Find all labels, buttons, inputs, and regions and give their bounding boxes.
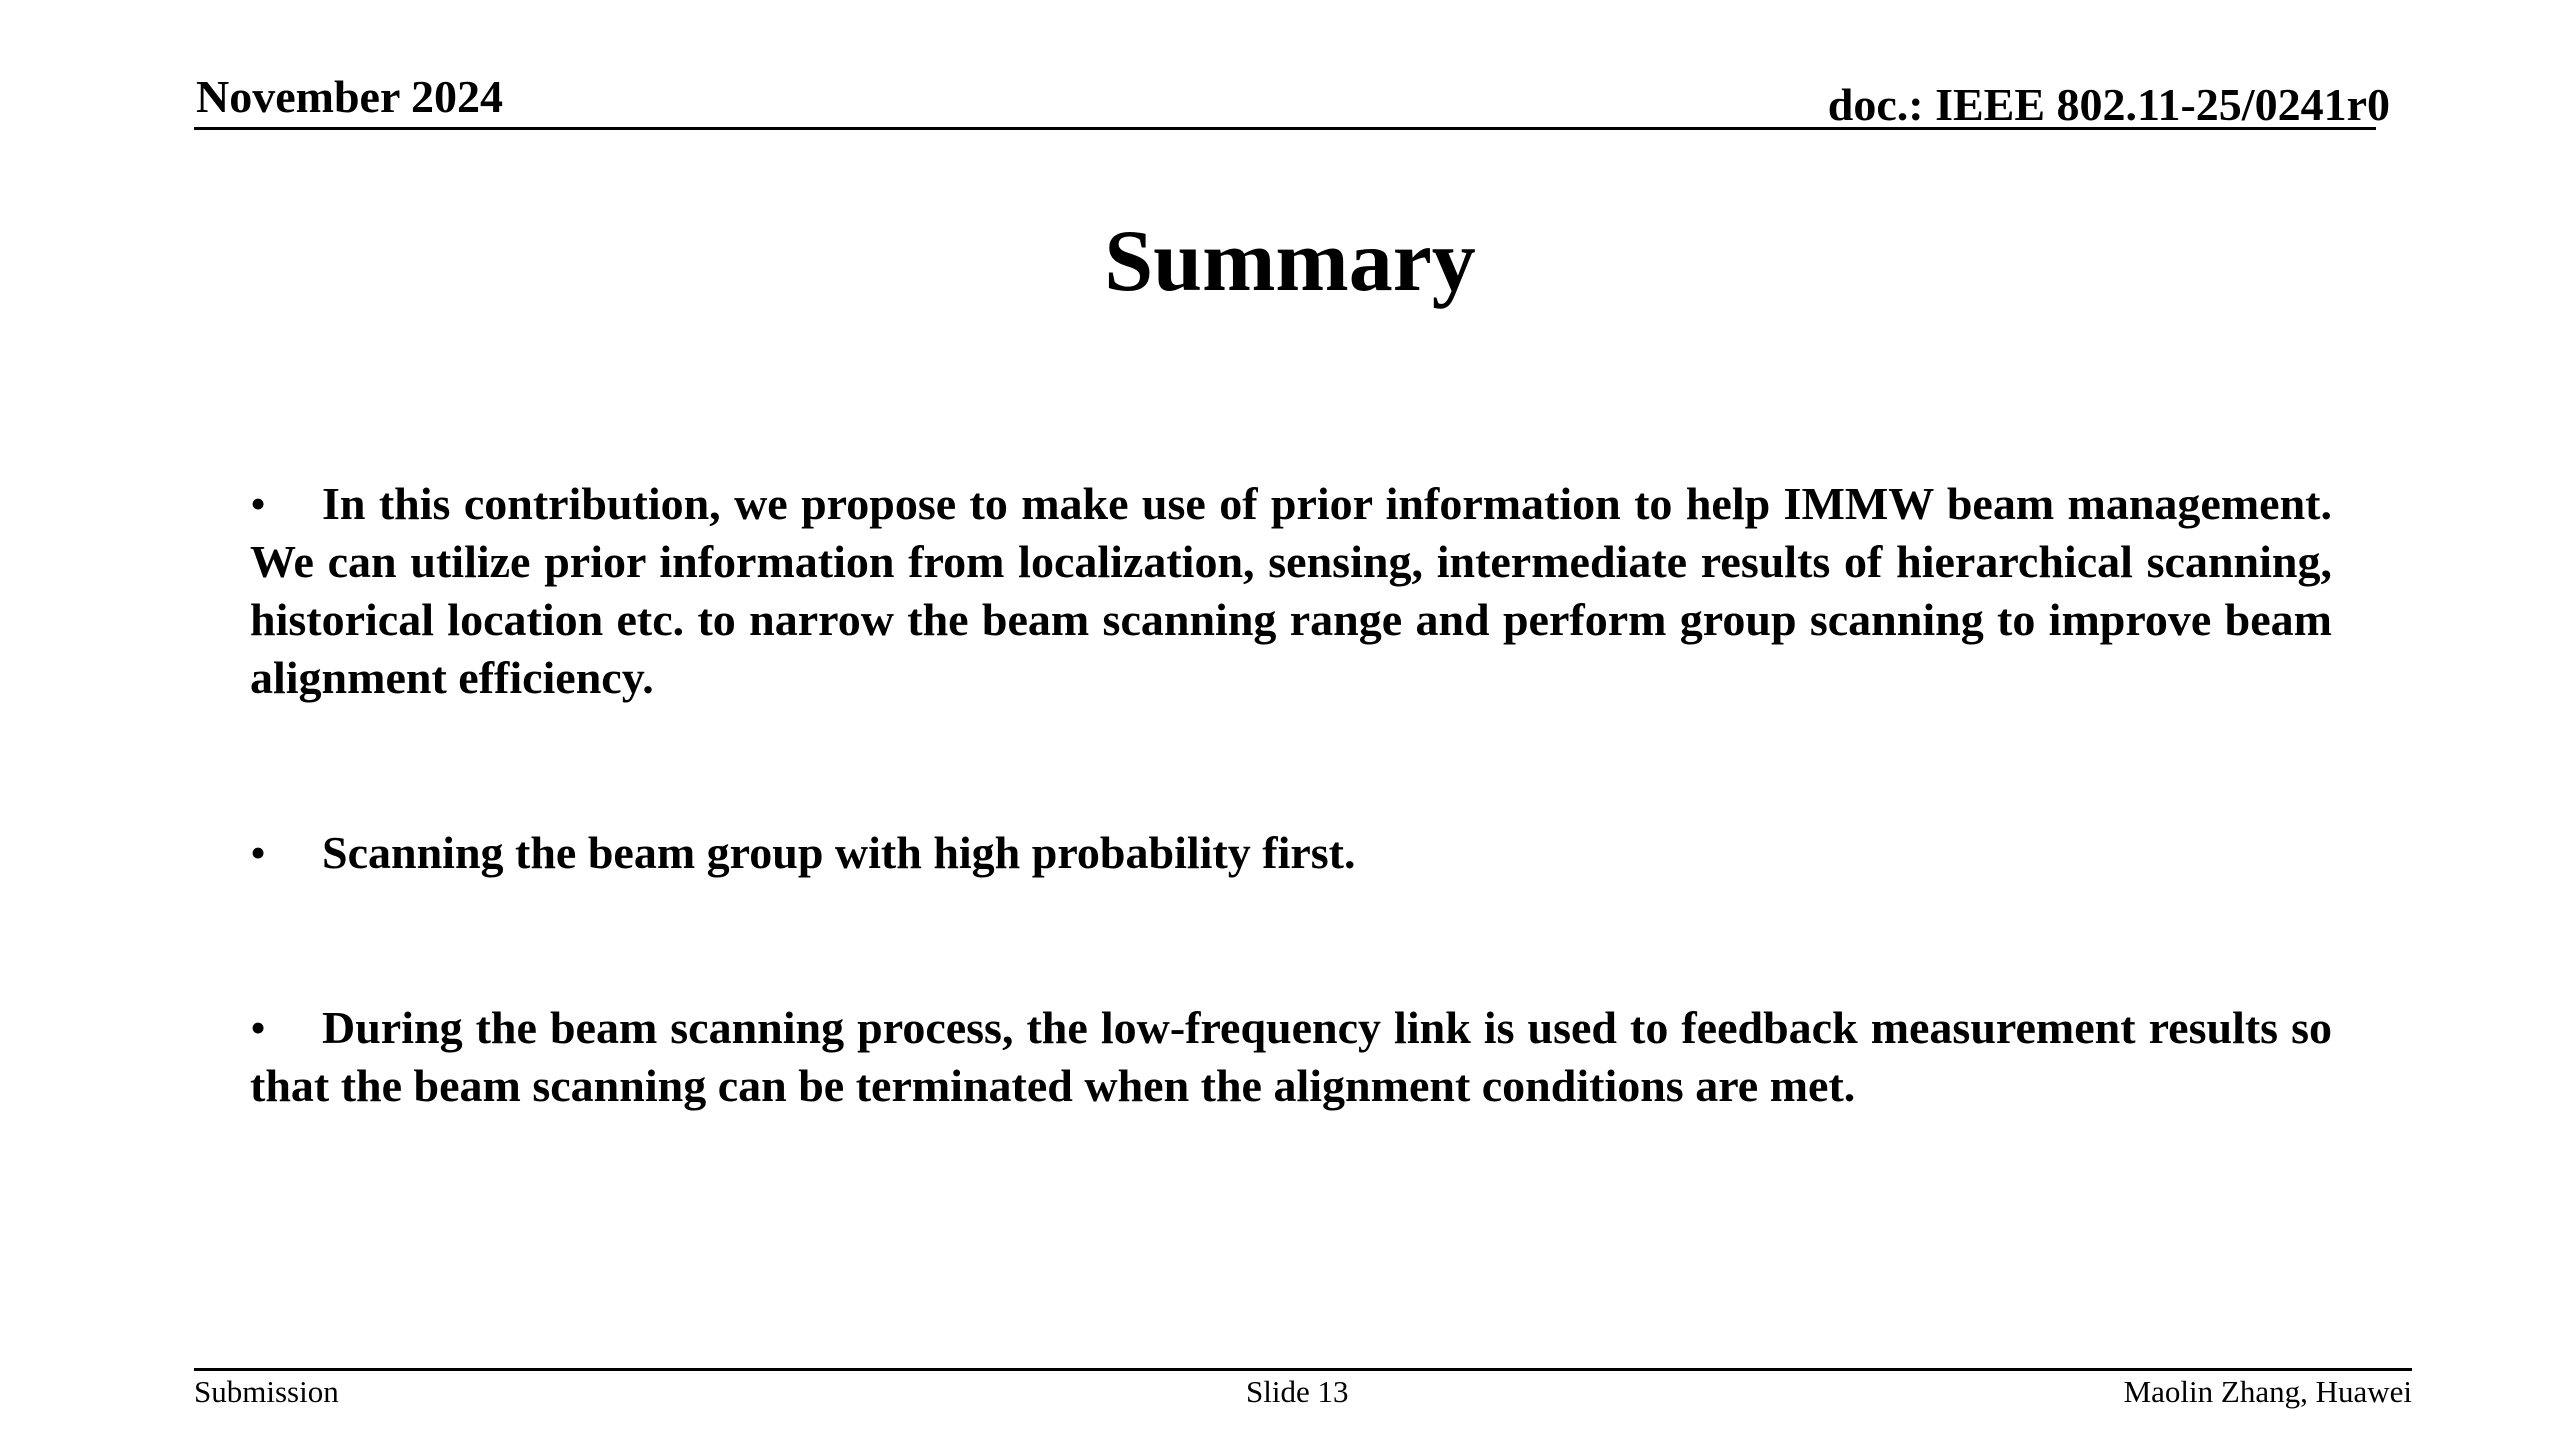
bullet-item (250, 999, 2332, 1115)
header-divider (194, 127, 2376, 130)
bullet-item (250, 824, 2332, 882)
bullet-list (250, 475, 2332, 1115)
header-date: November 2024 (196, 71, 504, 122)
bullet-text: In this contribution, we propose to make use of prior information to help IMMW beam management. We can utilize prior information from localization, sensing, intermediate results of hierarchical scanning, historical location etc. to narrow the beam scanning range and perform group scanning to improve beam alignment efficiency. (250, 478, 2332, 703)
bullet-text: Scanning the beam group with high probability first. (322, 827, 1356, 878)
footer-divider (194, 1368, 2412, 1371)
footer-author: Maolin Zhang, Huawei (2123, 1374, 2412, 1409)
slide-title: Summary (1104, 213, 1476, 310)
footer-submission: Submission (194, 1374, 339, 1409)
footer-slide-number: Slide 13 (1246, 1374, 1349, 1409)
bullet-text: During the beam scanning process, the low-frequency link is used to feedback measurement results so that the beam scanning can be terminated when the alignment conditions are met. (250, 1002, 2332, 1111)
bullet-icon: • (250, 1002, 267, 1053)
header-doc-id: doc.: IEEE 802.11-25/0241r0 (1827, 79, 2390, 130)
bullet-item (250, 475, 2332, 707)
bullet-icon: • (250, 827, 267, 878)
bullet-icon: • (250, 478, 267, 529)
